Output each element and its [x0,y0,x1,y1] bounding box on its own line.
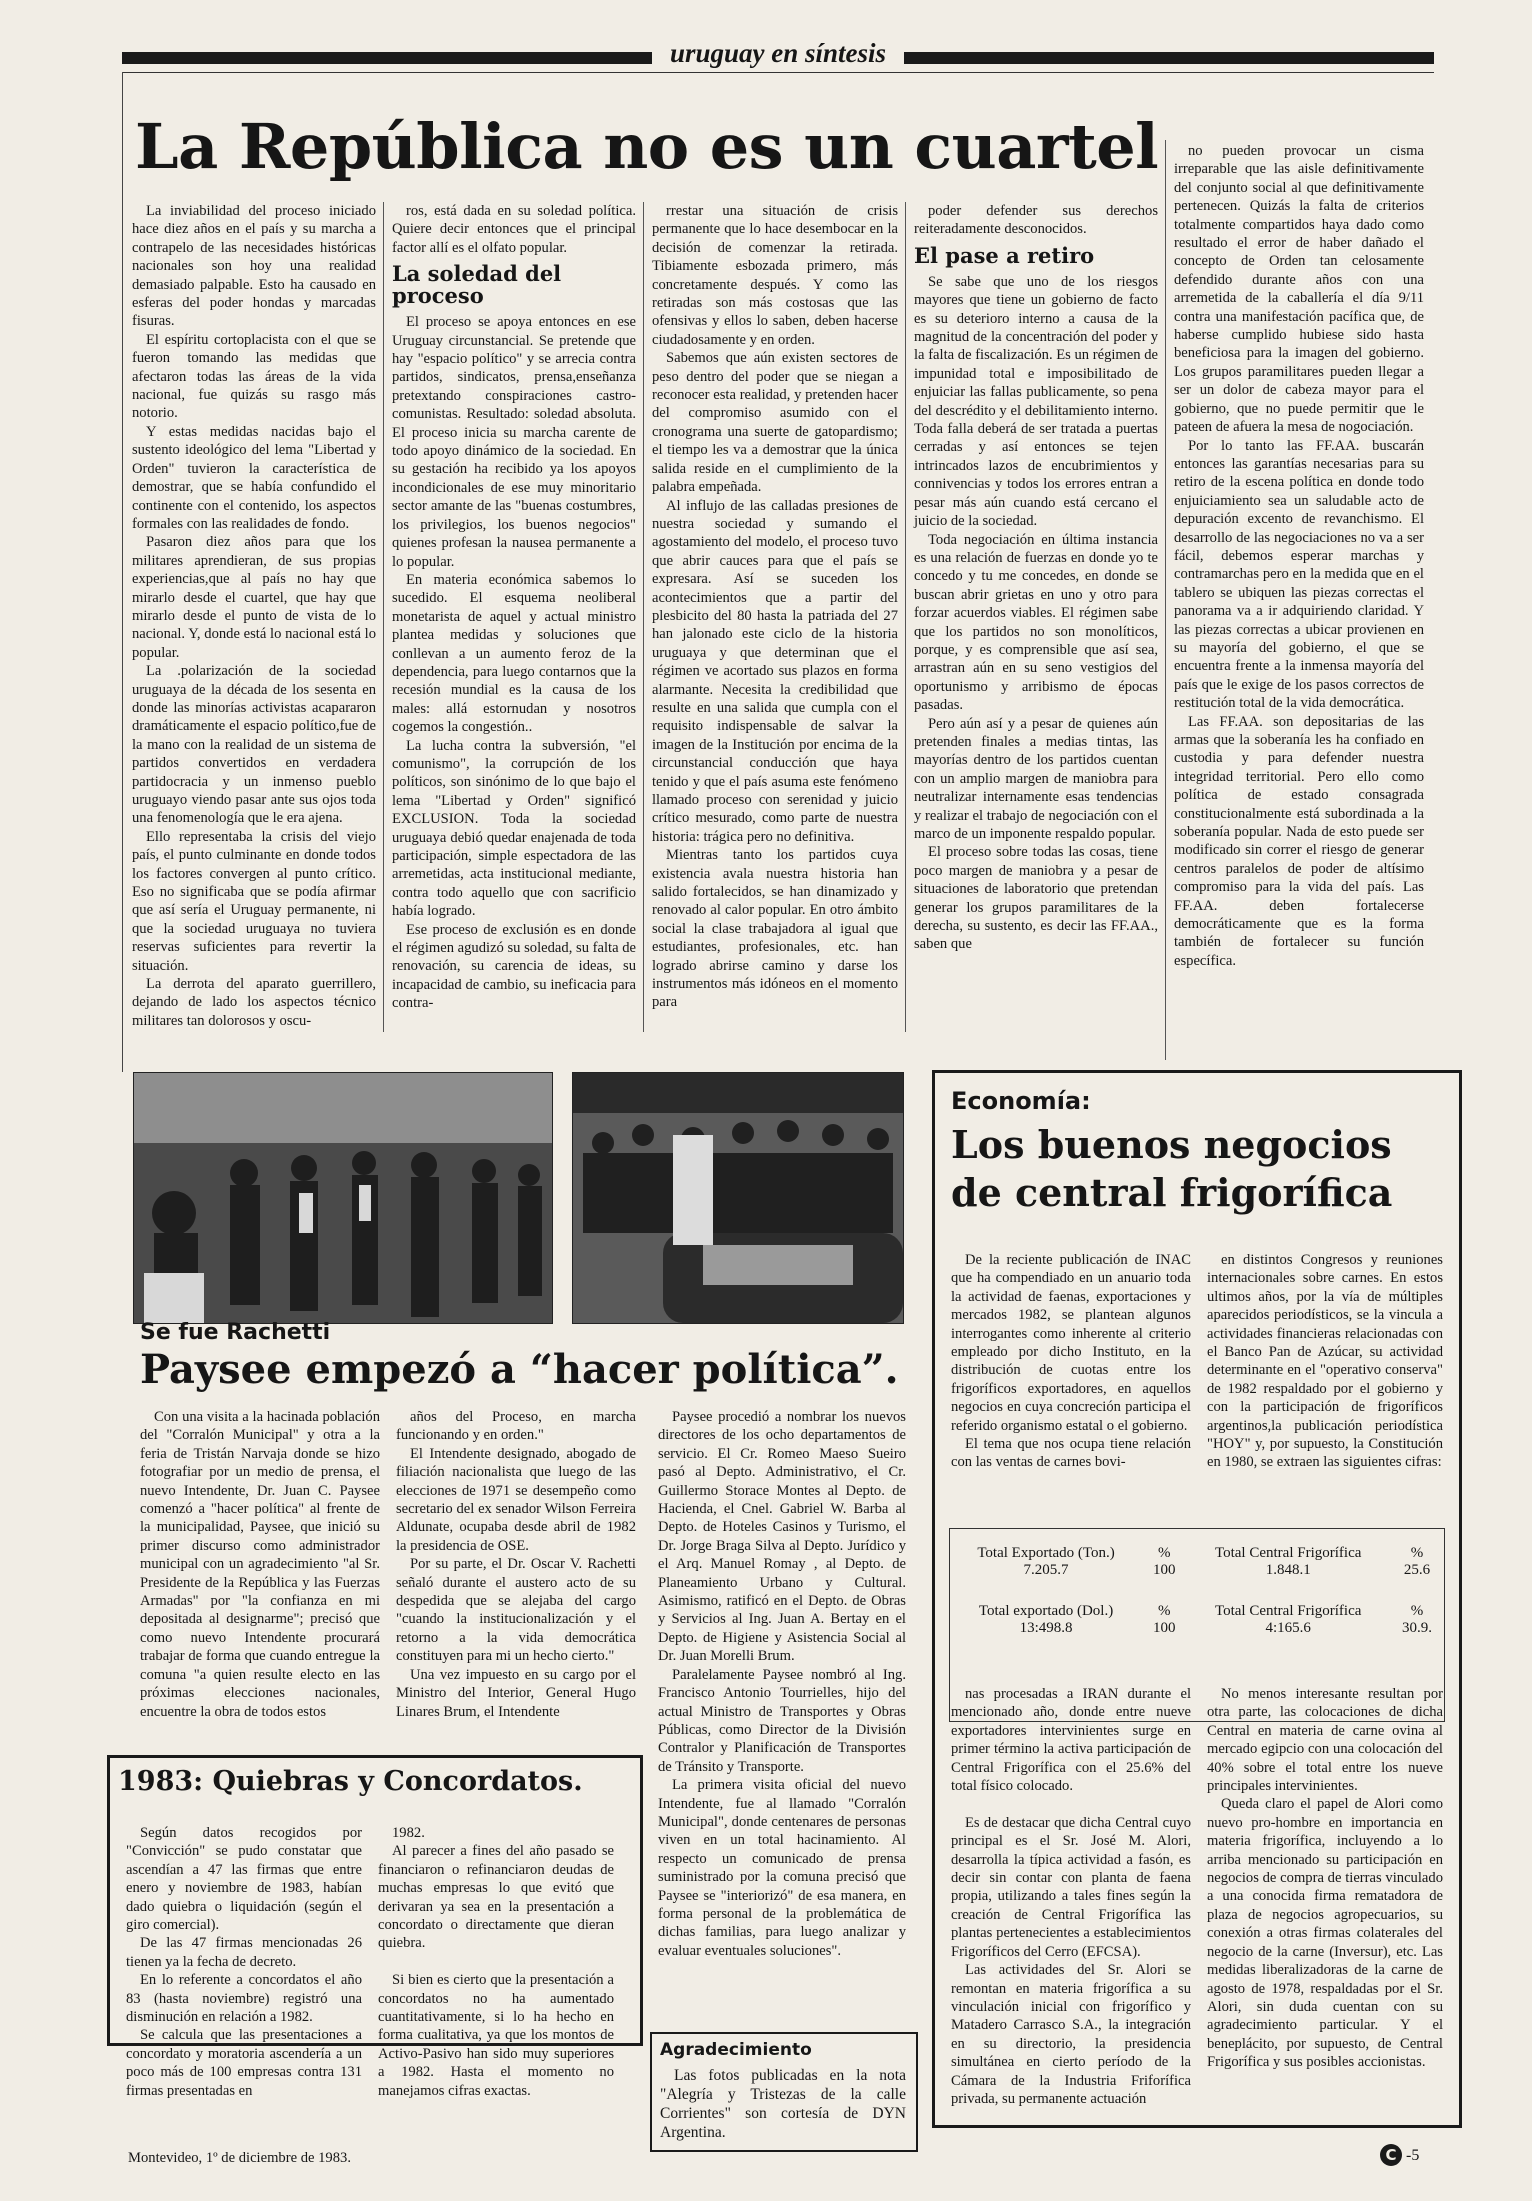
table-cell: % 100 [1152,1545,1176,1578]
paragraph: El proceso se apoya entonces en ese Uruguay circunstancial. Se pretende que hay "espacio político" y se arrecia contra partidos, sindicatos, prensa,enseñanza pretextando conspiraciones castro-comunistas. Resultado: soledad absoluta. El proceso inicia su marcha carente de todo apoyo dinámico de la sociedad. En su gestación ha recibido ya los apoyos incondicionales de ese muy minoritario sector amante de las "buenas costumbres, los privilegios, los buenos negocios" quienes profesan la nausea permanente a lo popular. [392,314,636,570]
subhead-pase: El pase a retiro [914,242,1095,268]
article-text [1207,1685,1443,2072]
column-rule [383,202,384,1032]
paragraph: De la reciente publicación de INAC que ha compendiado en un anuario toda la actividad de faenas, exportaciones y mercados 1982, se plantean algunos interrogantes como inherente al criterio empleado por dicho Instituto, en la distribución de cuotas entre los frigoríficos exportadores, en aquellos negocios en cuya concreción participa el referido organismo estatal o el gobierno. [951,1252,1191,1434]
column-rule [643,202,644,1032]
photo-officials-car-image [573,1073,903,1323]
section-header [122,38,1434,70]
paragraph: Ello representaba la crisis del viejo país, el punto culminante en donde todos los factores convergen al punto crítico. Eso no significaba que se podía afirmar que así sería el Uruguay permanente, ni que la sociedad uruguaya no tuviera reservas suficientes para revertir la situación. [132,828,376,974]
header-rule-right [904,52,1434,64]
paragraph: El Intendente designado, abogado de filiación nacionalista que luego de las elecciones de 1971 se desempeño como secretario del ex senador Wilson Ferreira Aldunate, ocupaba desde abril de 1982 la presidencia de OSE. [396,1445,636,1554]
paragraph: Si bien es cierto que la presentación a concordatos no ha aumentado cuantitativamente, si lo ha hecho en forma cualitativa, ya que los montos de Activo-Pasivo han sido muy superiores a 1982. Hasta el momento no manejamos cifras exactas. [378,1972,614,2099]
column-rule [1165,140,1166,1060]
economia-column-4 [1207,1685,1443,2117]
paragraph: Es de destacar que dicha Central cuyo principal es el Sr. José M. Alori, desarrolla la típica actividad a fasón, es decir sin contar con planta de faena propia, utilizando a tales fines según la creación de Central Frigorífica las plantas pertenecientes a establecimientos Frigoríficos del Cerro (EFCSA). [951,1814,1191,1960]
paragraph: Queda claro el papel de Alori como nuevo pro-hombre en importancia en materia frigorífica, incluyendo a lo arriba mencionado su participación en negocios de compra de tierras vinculado a una conocida firma rematadora de plaza de negocios agropecuarios, su conexión a otras firmas colaterales del negocio de la carne (Inversur), etc. Las medidas liberalizadoras de la carne de agosto de 1978, respaldadas por el Sr. Alori, sin duda cuentan con su agradecimiento particular. Y el beneplácito, por supuesto, de Central Frigorífica y sus posibles accionistas. [1207,1796,1443,2071]
quiebras-column-2 [378,1824,614,2099]
paragraph: Por lo tanto las FF.AA. buscarán entonces las garantías necesarias para su retiro de la escena política en donde todo enjuiciamiento sea un saludable acto de depuración excento de revanchismo. El desarrollo de las negociaciones no va a ser fácil, debemos esperar marchas y contramarchas pero en la medida que en el tablero se ubiquen las piezas correctas el panorama va a ir adquiriendo claridad. Y las piezas correctas a ubicar provienen en su mayoría del gobierno, el que se encuentra frente a la inmensa mayoría del país que le exige de los pasos correctos de restitución total de la vida democrática. [1174,437,1424,712]
article-text [132,202,376,1030]
article-text [126,1824,362,2100]
paysee-column-1 [140,1408,380,1752]
table-cell: Total exportado (Dol.) 13:498.8 [978,1603,1114,1636]
paragraph: En materia económica sabemos lo sucedido. El esquema neoliberal monetarista de aquel y actual ministro plantea medidas y soluciones que conllevan a un aumento feroz de la dependencia, para luego contarnos que la recesión mundial es la causa de los males: allá estornudan y nosotros cogemos la congestión.. [392,571,636,736]
paragraph: Ese proceso de exclusión es en donde el régimen agudizó su soledad, su falta de renovación, su carencia de ideas, su incapacidad de cambio, su ineficacia para contra- [392,921,636,1012]
article-text [1174,142,1424,970]
paragraph: Según datos recogidos por "Convicción" se pudo constatar que ascendían a 47 las firmas que entre enero y noviembre de 1983, habían dado quiebra o liquidación (según el giro comercial). [126,1825,362,1934]
paragraph: nas procesadas a IRAN durante el mencionado año, donde entre nueve exportadores intervinientes surge en primer término la activa participación de Central Frigorífica con el 25.6% del total físico colocado. [951,1686,1191,1795]
paragraph: Las actividades del Sr. Alori se remontan en materia frigorífica a su vinculación inicial con frigorífico y Matadero Carrasco S.A., la integración en su directorio, la presidencia simultánea en cierto período de la Cámara de la Industria Friforífica privada, su permanente actuación [951,1962,1191,2107]
figures-table-grid [950,1543,1444,1639]
paragraph: La inviabilidad del proceso iniciado hace diez años en el país y su marcha a contrapelo de las necesidades históricas nacionales son hoy una realidad demasiado palpable. Esto ha causado en esferas del poder hondas y marcadas fisuras. [132,203,376,330]
article-text [396,1408,636,1721]
article-text [378,1824,614,2100]
paragraph: no pueden provocar un cisma irreparable que las aisle definitivamente del conjunto social al que definitivamente pertenecen. Quizás la falta de criterios totalmente compartidos haya dado como resultado el error de haber dañado el concepto de Orden tan celosamente defendido durante años con una arremetida de la caballería el día 9/11 contra una manifestación pacífica que, de haberse cumplido hubiese sido hasta beneficiosa para la imagen del gobierno. Los grupos paramilitares pueden llegar a ser un dolor de cabeza mayor para el gobierno, que no puede permitir que le pateen de afuera la mesa de nogociación. [1174,143,1424,436]
paragraph: El proceso sobre todas las cosas, tiene poco margen de maniobra y a pesar de situaciones de laboratorio que pretendan generar los grupos paramilitares de la derecha, su sustento, es decir las FF.AA., saben que [914,844,1158,953]
table-cell: % 100 [1152,1603,1176,1636]
economia-headline-line-1: Los buenos negocios [951,1122,1392,1167]
paragraph: Con una visita a la hacinada población del "Corralón Municipal" y otra a la feria de Tristán Narvaja donde se hizo fotografiar por un medio de prensa, el nuevo Intendente, Dr. Juan C. Paysee comenzó a "hacer política" al frente de la municipalidad, Paysee, que inició su primer discurso como administrador municipal con un agradecimiento "al Sr. Presidente de la República y las Fuerzas Armadas" por "la confianza en mi depositada al designarme"; precisó que como nuevo Intendente procurará trabajar de forma que cuando entregue la comuna "a quien resulte electo en las próximas elecciones nacionales, encuentre la obra de todos estos [140,1409,380,1720]
article-text [392,313,636,1012]
left-frame-rule [122,72,123,1072]
paragraph: La primera visita oficial del nuevo Intendente, fue al llamado "Corralón Municipal", donde centenares de personas viven en un total hacinamiento. Al respecto un comunicado de prensa suministrado por la comuna precisó que Paysee se "interiorizó" de esa manera, en forma personal de la problemática de dichas familias, para luego analizar y evaluar eventuales soluciones". [658,1777,906,1959]
paragraph: Al parecer a fines del año pasado se financiaron o refinanciaron deudas de muchas empresas lo que evitó que derivaran ya sea en la presentación a concordato o directamente que dieran quiebra. [378,1843,614,1952]
photo-street-crowd [133,1072,553,1324]
agradecimiento-box [650,2032,918,2152]
main-article-column-1 [132,202,376,1032]
paragraph: Pasaron diez años para que los militares aprendieran, de sus propias experiencias,que al país no hay que mirarlo desde el cuartel, que hay que mirarlo desde el punto de vista de lo nacional. Y, donde está lo nacional está lo popular. [132,534,376,661]
article-text [951,1251,1191,1472]
article-text: poder defender sus derechos reiteradamente desconocidos. [914,203,1158,238]
quiebras-box [107,1755,643,2099]
article-text: ros, está dada en su soledad política. Quiere decir entonces que el principal factor allí es el olfato popular. [392,203,636,256]
paragraph: Una vez impuesto en su cargo por el Ministro del Interior, General Hugo Linares Brum, el Intendente [396,1666,636,1720]
paragraph: Sabemos que aún existen sectores de peso dentro del poder que se niegan a reconocer esta realidad, y pretenden hacer del compromiso asumido con el cronograma una suerte de gatopardismo; el tiempo les va a demostrar que la única salida reside en el cumplimiento de la palabra empeñada. [652,350,898,496]
table-cell: % 30.9. [1401,1603,1432,1636]
photo-officials-car [572,1072,904,1324]
economia-column-3 [951,1685,1191,2117]
main-article-column-5 [1174,142,1424,1060]
paragraph [951,1795,1191,1813]
paragraph: rrestar una situación de crisis permanente que lo hace desembocar en la decisión de comenzar la retirada. Tibiamente esbozada primero, más concretamente después. Y como las retiradas son más costosas que las ofensivas y ellos lo saben, deben hacerse ciudadosamente y en orden. [652,203,898,348]
subhead-soledad: La soledad del proceso [392,261,562,309]
paragraph [378,1953,614,1971]
agradecimiento-body [660,2066,906,2148]
article-text [658,1408,906,1960]
article-text [914,273,1158,954]
paragraph: Las FF.AA. son depositarias de las armas que la soberanía les ha confiado en custodia y para defender nuestra integridad territorial. Pero ello como política de estado consagrada constitucionalmente está subordinada a la soberanía popular. Nada de esto puede ser modificado sin correr el riesgo de generar centros paralelos de poder de altísimo compromiso para la vida del país. Las FF.AA. deben fortalecerse democráticamente que es la forma también de fortalecer su función específica. [1174,713,1424,969]
paragraph: Al influjo de las calladas presiones de nuestra sociedad y sumando el agostamiento del modelo, el proceso tuvo que abrir cauces para que el país se expresara. Así se suceden los acontecimientos que a partir del plesbicito del 80 hasta la patriada del 27 han jalonado este ciclo de la historia uruguaya y que determinan que el régimen ve acortado sus plazos en forma alarmante. Necesita la credibilidad que resulte en una salida que cumpla con el requisito indispensable de salvar la imagen de la Institución por encima de la circunstancial conducción que haya tenido y que el país asuma este fenómeno llamado proceso con serenidad y juicio crítico mesurado, como parte de nuestra historia: trágica pero no definitiva. [652,497,898,845]
article-text [140,1408,380,1721]
economia-headline-line-2: de central frigorífica [951,1170,1393,1215]
paragraph: Se calcula que las presentaciones a concordato y moratoria ascendería a un poco más de 100 empresas contra 131 firmas presentadas en [126,2027,362,2099]
paysee-kicker: Se fue Rachetti [140,1320,331,1345]
paragraph: 1982. [392,1825,425,1841]
article-text: Las fotos publicadas en la nota "Alegría y Tristezas de la calle Corrientes" son cortesía de DYN Argentina. [660,2067,906,2141]
paysee-headline: Paysee empezó a “hacer política”. [140,1346,899,1393]
table-cell: % 25.6 [1403,1545,1431,1578]
main-article-column-2 [392,202,636,1032]
table-cell: Total Central Frigorífica 4:165.6 [1214,1603,1362,1636]
table-cell: Total Exportado (Ton.) 7.205.7 [977,1545,1115,1578]
page-logo-icon: C [1380,2144,1402,2166]
paragraph: No menos interesante resultan por otra parte, las colocaciones de dicha Central en materia de carne ovina al mercado egipcio con una colocación del 40% sobre el total entre los nueve principales intervinientes. [1207,1686,1443,1795]
header-thin-rule [122,72,1434,73]
article-text [951,1685,1191,2108]
paragraph: Y estas medidas nacidas bajo el sustento ideológico del lema "Libertad y Orden" tuvieron la característica de demostrar, que se había confundido el continente con el contenido, los aspectos formales con las realidades de fondo. [132,423,376,532]
paragraph: Paysee procedió a nombrar los nuevos directores de los ocho departamentos de servicio. El Cr. Romeo Maeso Sueiro pasó al Depto. Administrativo, el Cr. Guillermo Storace Montes al Depto. de Hacienda, el Cnel. Gabriel W. Barba al Depto. de Hoteles Casinos y Turismo, el Dr. Jorge Braga Silva al Depto. Jurídico y el Arq. Manuel Romay , al Depto. de Planeamiento Urbano y Cultural. Asimismo, ratificó en el Depto. de Obras y Servicios al Ing. Juan A. Bertay en el Depto. de Higiene y Asistencia Social al Dr. Juan Morelli Brum. [658,1409,906,1665]
main-article-column-3 [652,202,898,1032]
page-number-block [1380,2144,1444,2174]
paragraph: De las 47 firmas mencionadas 26 tienen ya la fecha de decreto. [126,1935,362,1970]
table-cell: Total Central Frigorífica 1.848.1 [1214,1545,1362,1578]
paragraph: Paralelamente Paysee nombró al Ing. Francisco Antonio Tourrielles, hijo del actual Ministro de Transportes y Obras Públicas, como Director de la División Contralor y Planificación de Transportes de Tránsito y Transporte. [658,1666,906,1775]
dateline: Montevideo, 1º de diciembre de 1983. [128,2150,351,2166]
paragraph: en distintos Congresos y reuniones internacionales sobre carnes. En estos ultimos años, por la vía de múltiples aparecidos periodísticos, se la vincula a actividades financieras relacionadas con el Banco Pan de Azúcar, su actividad determinante en el "operativo conserva" de 1982 respaldado por el gobierno y con la participación de frigoríficos argentinos,la publicación periodística "HOY" y, por supuesto, la Constitución en 1980, se extraen las siguientes cifras: [1207,1252,1443,1471]
paragraph: Por su parte, el Dr. Oscar V. Rachetti señaló durante el austero acto de su despedida que se alejaba del cargo "cuando la institucionalización y el retorno a la vida democrática constituyen para mi un hecho cierto." [396,1556,636,1665]
paragraph: años del Proceso, en marcha funcionando y en orden." [396,1409,636,1444]
paragraph: El tema que nos ocupa tiene relación con las ventas de carnes bovi- [951,1436,1191,1471]
article-text [1207,1251,1443,1472]
paragraph: La derrota del aparato guerrillero, dejando de lado los aspectos técnico militares tan dolorosos y oscu- [132,976,376,1029]
agradecimiento-title: Agradecimiento [660,2040,812,2060]
paragraph: Pero aún así y a pesar de quienes aún pretenden finales a medias tintas, las mayorías dentro de los partidos cuentan con un amplio margen de maniobra para neutralizar internamente esas tendencias y realizar el trabajo de negociación con el marco de un imponente respaldo popular. [914,715,1158,842]
economia-kicker: Economía: [951,1087,1091,1115]
main-article-column-4 [914,202,1158,1060]
photo-street-crowd-image [134,1073,552,1323]
paragraph: La lucha contra la subversión, "el comunismo", la corrupción de los políticos, son sinónimo de lo que bajo el lema "Libertad y Orden" significó EXCLUSION. Toda la sociedad uruguaya debió quedar enajenada de toda participación, simple espectadora de las arremetidas, acta institucional mediante, contra todo aquello que con sacrificio había logrado. [392,737,636,920]
article-text [652,202,898,1012]
paragraph: El espíritu cortoplacista con el que se fueron tomando las medidas que afectaron todas las áreas de la vida nacional, fue quizás su rasgo más notorio. [132,331,376,422]
page-number: -5 [1406,2147,1420,2164]
paragraph: Se sabe que uno de los riesgos mayores que tiene un gobierno de facto es su deterioro interno a causa de la magnitud de la concentración del poder y la falta de fiscalización. Es un régimen de impunidad total e imposibilitado de enjuiciar las fallas publicamente, so pena del descrédito y el debilitamiento interno. Toda falla deberá de ser tratada a puertas cerradas y así entonces se tejen intrincados lazos de encubrimientos y connivencias y todos los errores entran a pesar más aún cuando está cercano el juicio de la sociedad. [914,273,1158,530]
quiebras-headline: 1983: Quiebras y Concordatos. [118,1766,583,1797]
paragraph: En lo referente a concordatos el año 83 (hasta noviembre) registró una disminución en relación a 1982. [126,1972,362,2026]
paysee-column-2 [396,1408,636,1752]
column-rule [905,202,906,1032]
paysee-column-3 [658,1408,906,2048]
quiebras-column-1 [126,1824,362,2099]
table-row [950,1543,1444,1581]
header-rule-left [122,52,652,64]
paragraph: La .polarización de la sociedad uruguaya de la década de los sesenta en donde las minorías activistas acapararon dramáticamente el espacio político,fue de la mano con la realidad de un sistema de partidos convertidos en verdadera partidocracia y un inmenso pueblo uruguayo viendo pasar ante sus ojos toda una fenomenología que le era ajena. [132,663,376,827]
main-headline: La República no es un cuartel [135,110,1159,183]
section-title: uruguay en síntesis [669,38,887,68]
economia-box [932,1070,1462,2128]
paragraph: Toda negociación en última instancia es una relación de fuerzas en donde yo te concedo y tu me concedes, en donde se buscan abrir grietas en uno y otro para forzar acuerdos viables. El régimen sabe que los partidos no son monolíticos, porque, y es comprensible que así sea, arrastran aún en su seno vestigios del oportunismo y arribismo de épocas pasadas. [914,531,1158,714]
paragraph: Mientras tanto los partidos cuya existencia avala nuestra historia han salido fortalecidos, se han dinamizado y renovado al calor popular. En otro ámbito social la clase trabajadora al igual que estudiantes, profesionales, etc. han logrado abrirse camino y darse los instrumentos más idóneos en el momento para [652,847,898,1011]
table-row [950,1601,1444,1639]
